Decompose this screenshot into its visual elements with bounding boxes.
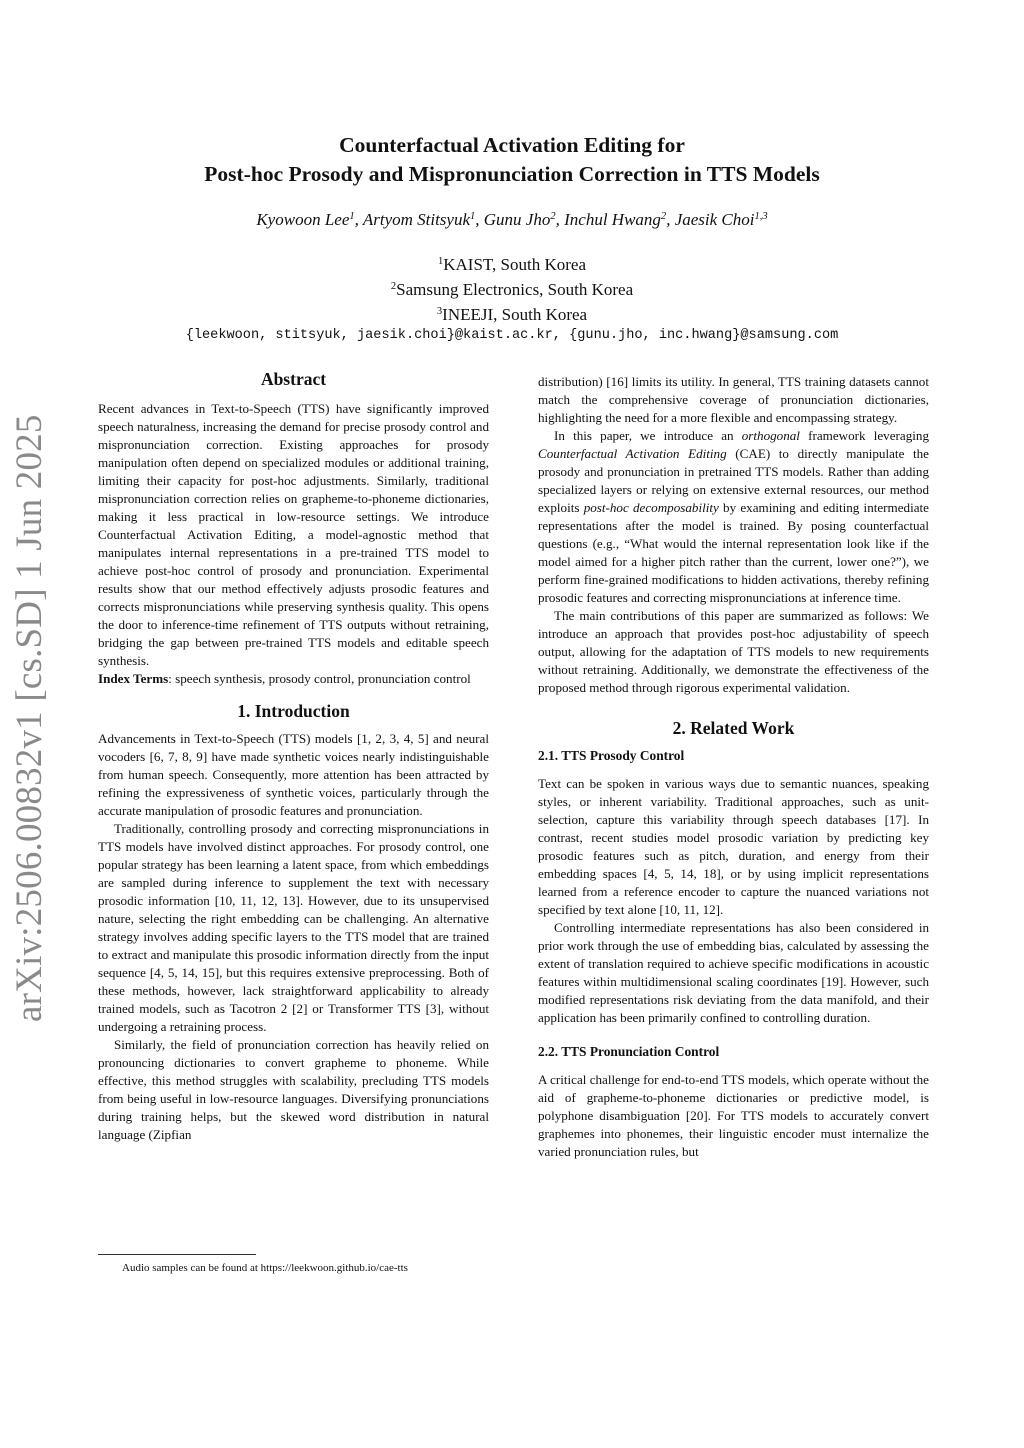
intro-paragraph: distribution) [16] limits its utility. In general, TTS training datasets cannot match the comprehensive coverage of pronunciation dictionaries, highlighting the need for a more flexible and encompassing strategy. [538,374,929,425]
related-paragraph: A critical challenge for end-to-end TTS models, which operate without the aid of grapheme-to-phoneme dictionaries or predictive model, is polyphone disambiguation [20]. For TTS models to accurately convert graphemes into phonemes, their linguistic encoder must internalize the varied pronunciation rules, but [538,1072,929,1159]
left-column [98,370,489,1144]
intro-paragraph: In this paper, we introduce an orthogonal framework leveraging Counterfactual Activation Editing (CAE) to directly manipulate the prosody and pronunciation in pretrained TTS models. Rather than adding specialized layers or relying on extensive external resources, our method exploits post-hoc decomposability by examining and editing intermediate representations after the model is trained. By posing counterfactual questions (e.g., “What would the internal representation look like if the model aimed for a higher pitch rather than the current, lower one?”), we perform fine-grained modifications to hidden activations, thereby refining prosodic features and correcting mispronunciations at inference time. [538,428,929,605]
intro-paragraph: The main contributions of this paper are summarized as follows: We introduce an approach that provides post-hoc adjustability of speech output, allowing for the adaptation of TTS models to new requirements without retraining. Additionally, we demonstrate the effectiveness of the proposed method through rigorous experimental validation. [538,608,929,695]
related-paragraph: Controlling intermediate representations has also been considered in prior work through the use of embedding bias, calculated by assessing the extent of translation required to achieve specific modifications in acoustic features within multidimensional scaling coordinates [19]. However, such modified representations risk deviating from the data manifold, and their application has been primarily confined to controlling duration. [538,920,929,1025]
arxiv-identifier: arXiv:2506.00832v1 [cs.SD] 1 Jun 2025 [9,414,50,1022]
author: Gunu Jho$^2$, [483,210,565,229]
abstract-text: Recent advances in Text-to-Speech (TTS) have significantly improved speech naturalness, increasing the demand for precise prosody control and mispronunciation correction. Existing approaches for prosody manipulation often depend on specialized modules or additional training, limiting their capacity for post-hoc adjustments. Similarly, traditional mispronunciation correction relies on grapheme-to-phoneme dictionaries, making it less practical in low-resource settings. We introduce Counterfactual Activation Editing, a model-agnostic method that manipulates internal representations in a pre-trained TTS model to achieve post-hoc control of prosody and pronunciation. Experimental results show that our method effectively adjusts prosodic features and corrects mispronunciations while preserving synthesis quality. This opens the door to inference-time refinement of TTS outputs without retraining, bridging the gap between pre-trained TTS models and editable speech synthesis. [98,401,489,668]
affiliation: $^2$Samsung Electronics, South Korea [390,280,634,299]
title-line-1: Counterfactual Activation Editing for [339,133,685,157]
affiliation: $^1$KAIST, South Korea [437,255,586,274]
paper-title [0,131,1024,189]
abstract-heading: Abstract [260,369,327,389]
subsection-heading-pronunciation: 2.2. TTS Pronunciation Control [538,1044,720,1059]
affiliation: $^3$INEEJI, South Korea [436,305,588,324]
footnote: Audio samples can be found at https://leekwoon.github.io/cae-tts [122,1262,408,1274]
right-column [538,373,929,1161]
author: Artyom Stitsyuk$^1$, [362,210,484,229]
section-heading-introduction: 1. Introduction [237,701,350,721]
intro-paragraph: Similarly, the field of pronunciation correction has heavily relied on pronouncing dictionaries to convert grapheme to phoneme. While effective, this method struggles with scalability, precluding TTS models from being useful in low-resource languages. Diversifying pronunciations during training helps, but the skewed word distribution in natural language (Zipfian [98,1037,489,1142]
subsection-heading-prosody: 2.1. TTS Prosody Control [538,748,685,763]
author: Kyowoon Lee$^1$, [256,210,363,229]
intro-paragraph: Traditionally, controlling prosody and correcting mispronunciations in TTS models have involved distinct approaches. For prosody control, one popular strategy has been learning a latent space, from which embeddings are sampled during inference to supplement the text with necessary prosodic information [10, 11, 12, 13]. However, due to its unsupervised nature, selecting the right embedding can be challenging. An alternative strategy involves adding specific layers to the TTS model that are trained to extract and manipulate this prosodic information directly from the input sequence [4, 5, 14, 15], but this requires extensive preprocessing. Both of these methods, however, lack straightforward applicability to already trained models, such as Tacotron 2 [2] or Transformer TTS [3], without undergoing a retraining process. [98,821,489,1034]
author-list [0,210,1024,230]
index-terms: Index Terms: speech synthesis, prosody control, pronunciation control [98,671,471,686]
affiliation-list [0,252,1024,327]
footnote-divider [98,1254,256,1255]
related-paragraph: Text can be spoken in various ways due to semantic nuances, speaking styles, or inherent variability. Traditional approaches, such as unit-selection, capture this variability through speech databases [17]. In contrast, recent studies model prosodic variation by predicting key prosodic features such as pitch, duration, and energy from their embedding spaces [4, 5, 14, 18], or by using implicit representations learned from a reference encoder to capture the nuanced variations not specified by text alone [10, 11, 12]. [538,776,929,917]
author: Jaesik Choi$^{1,3}$ [674,210,768,229]
intro-paragraph: Advancements in Text-to-Speech (TTS) models [1, 2, 3, 4, 5] and neural vocoders [6, 7, 8, 9] have made synthetic voices nearly indistinguishable from human speech. Consequently, more attention has been attracted by refining the expressiveness of synthetic voices, particularly through the accurate manipulation of prosodic features and pronunciation. [98,731,489,818]
title-line-2: Post-hoc Prosody and Mispronunciation Correction in TTS Models [204,162,820,186]
section-heading-related-work: 2. Related Work [672,718,795,738]
author-emails: {leekwoon, stitsyuk, jaesik.choi}@kaist.ac.kr, {gunu.jho, inc.hwang}@samsung.com [185,328,839,343]
author: Inchul Hwang$^2$, [564,210,675,229]
